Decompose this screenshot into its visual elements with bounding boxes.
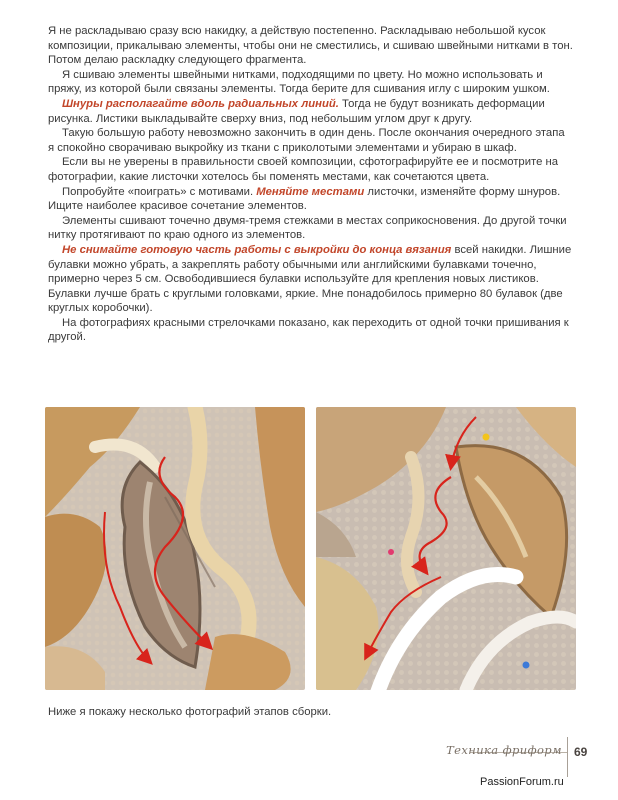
paragraph-text: Попробуйте «поиграть» с мотивами. — [62, 185, 257, 198]
highlighted-phrase: Не снимайте готовую часть работы с выкройки до конца вязания — [62, 243, 452, 256]
paragraph-text: Такую большую работу невозможно закончить в один день. После окончания очередного этапа я спокойно сворачиваю выкройку из ткани с приколотыми элементами и убираю в шкаф. — [48, 127, 565, 154]
paragraph — [48, 155, 573, 184]
photo-right — [316, 407, 576, 690]
paragraph-text: На фотографиях красными стрелочками показано, как переходить от одной точки пришивания к другой. — [48, 316, 569, 344]
footer-title: Техника фриформ — [446, 743, 562, 757]
paragraph-text: листочки, изменяйте форму шнуров. Ищите наиболее красивое сочетание элементов. — [48, 185, 561, 213]
body-text — [48, 24, 573, 345]
paragraph-text: Я не раскладываю сразу всю накидку, а действую постепенно. Раскладываю небольшой кусок композиции, прикалываю элементы, чтобы они не сместились, и сшиваю швейными нитками в тон. Потом делаю раскладку следующего фрагмента. — [48, 25, 573, 67]
footer-divider — [567, 737, 568, 777]
paragraph — [48, 68, 573, 97]
watermark: PassionForum.ru — [480, 776, 564, 788]
paragraph — [48, 97, 573, 126]
paragraph-text: Если вы не уверены в правильности своей композиции, сфотографируйте ее и посмотрите на фотографии, какие листочки хотелось бы поменять местами, как сочетаются цвета. — [48, 156, 559, 183]
crochet-photo-right — [316, 407, 576, 690]
paragraph — [48, 214, 573, 243]
paragraph — [48, 126, 573, 155]
page-number: 69 — [574, 745, 588, 759]
highlighted-phrase: Меняйте местами — [256, 185, 365, 198]
crochet-photo-left — [45, 407, 305, 690]
paragraph-text: Элементы сшивают точечно двумя-тремя стежками в местах соприкосновения. До другой точки нитку протягивают по краю одного из элементов. — [48, 214, 567, 242]
paragraph — [48, 185, 573, 214]
paragraph — [48, 243, 573, 316]
paragraph-text: Тогда не будут возникать деформации рисунка. Листики выкладывайте сверху вниз, под небольшим углом друг к другу. — [48, 97, 545, 125]
highlighted-phrase: Шнуры располагайте вдоль радиальных линий. — [62, 97, 339, 110]
paragraph — [48, 24, 573, 68]
paragraph-text: Я сшиваю элементы швейными нитками, подходящими по цвету. Но можно использовать и пряжу, из которой были связаны элементы. Тогда берите для сшивания иглу с широким ушком. — [48, 68, 550, 96]
paragraph-text: всей накидки. Лишние булавки можно убрать, а закреплять работу обычными или английскими булавками точечно, примерно через 5 см. Освободившиеся булавки используйте для крепления новых листиков. Булавки лучше брать с круглыми головками, яркие. Мне понадобилось примерно 80 булавок (две круглых коробочки). — [48, 243, 572, 315]
photo-left — [45, 407, 305, 690]
photos-caption: Ниже я покажу несколько фотографий этапов сборки. — [48, 706, 332, 718]
paragraph — [48, 316, 573, 345]
